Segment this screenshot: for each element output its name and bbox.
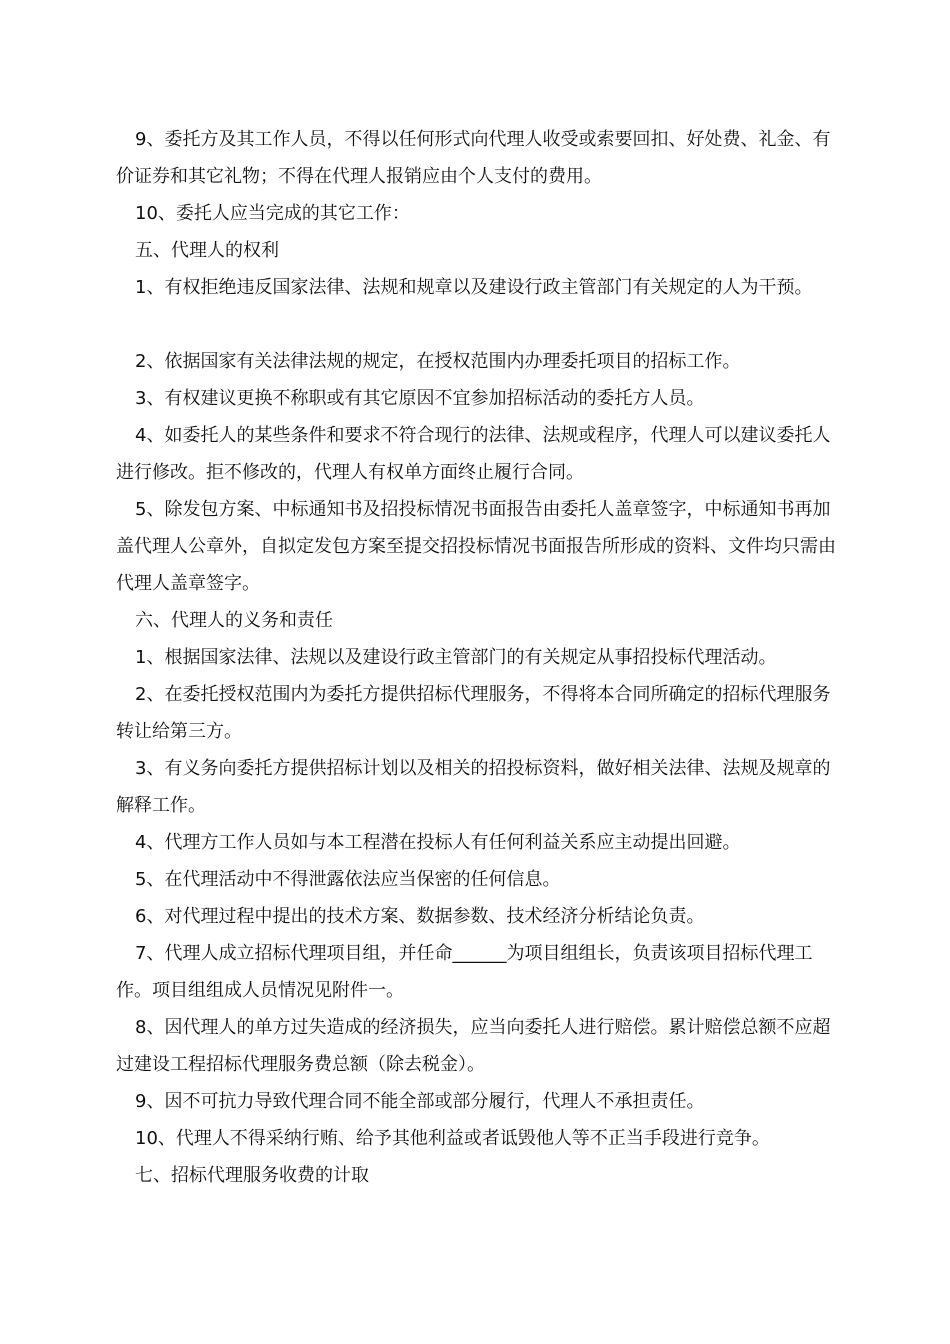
paragraph: 3、有义务向委托方提供招标计划以及相关的招投标资料，做好相关法律、法规及规章的解释工作。 (116, 758, 831, 816)
document-body (116, 121, 836, 1194)
paragraph: 9、因不可抗力导致代理合同不能全部或部分履行，代理人不承担责任。 (135, 1091, 705, 1112)
paragraph: 8、因代理人的单方过失造成的经济损失，应当向委托人进行赔偿。累计赔偿总额不应超过建设工程招标代理服务费总额（除去税金）。 (116, 1017, 831, 1075)
paragraph: 9、委托方及其工作人员，不得以任何形式向代理人收受或索要回扣、好处费、礼金、有价证券和其它礼物；不得在代理人报销应由个人支付的费用。 (116, 129, 831, 187)
paragraph: 5、除发包方案、中标通知书及招投标情况书面报告由委托人盖章签字，中标通知书再加盖代理人公章外，自拟定发包方案至提交招投标情况书面报告所形成的资料、文件均只需由代理人盖章签字。 (116, 499, 836, 594)
section-heading: 六、代理人的义务和责任 (135, 610, 333, 631)
paragraph: 1、根据国家法律、法规以及建设行政主管部门的有关规定从事招投标代理活动。 (135, 647, 777, 668)
paragraph: 10、代理人不得采纳行贿、给予其他利益或者诋毁他人等不正当手段进行竞争。 (135, 1128, 770, 1149)
paragraph: 10、委托人应当完成的其它工作： (135, 203, 410, 224)
paragraph: 2、依据国家有关法律法规的规定，在授权范围内办理委托项目的招标工作。 (135, 351, 741, 372)
blank-line (116, 306, 836, 343)
paragraph: 5、在代理活动中不得泄露依法应当保密的任何信息。 (135, 869, 561, 890)
paragraph: 6、对代理过程中提出的技术方案、数据参数、技术经济分析结论负责。 (135, 906, 705, 927)
paragraph: 4、如委托人的某些条件和要求不符合现行的法律、法规或程序，代理人可以建议委托人进行修改。拒不修改的，代理人有权单方面终止履行合同。 (116, 425, 831, 483)
paragraph: 7、代理人成立招标代理项目组，并任命______为项目组组长，负责该项目招标代理工作。项目组组成人员情况见附件一。 (116, 943, 813, 1001)
section-heading: 五、代理人的权利 (135, 240, 279, 261)
section-heading: 七、招标代理服务收费的计取 (135, 1165, 369, 1186)
paragraph: 4、代理方工作人员如与本工程潜在投标人有任何利益关系应主动提出回避。 (135, 832, 741, 853)
paragraph: 3、有权建议更换不称职或有其它原因不宜参加招标活动的委托方人员。 (135, 388, 705, 409)
paragraph: 1、有权拒绝违反国家法律、法规和规章以及建设行政主管部门有关规定的人为干预。 (135, 277, 813, 298)
paragraph: 2、在委托授权范围内为委托方提供招标代理服务，不得将本合同所确定的招标代理服务转让给第三方。 (116, 684, 831, 742)
